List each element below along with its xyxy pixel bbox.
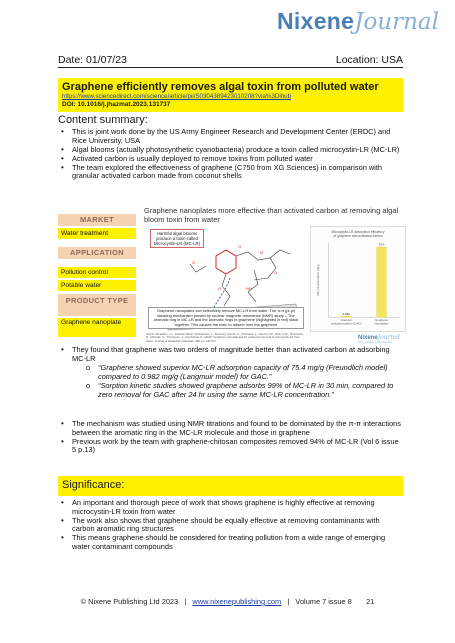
x-tick-label: Graphene	[375, 318, 388, 323]
svg-text:O: O	[192, 260, 196, 265]
findings-list	[58, 346, 403, 364]
sub-bullet-marker: o	[86, 363, 91, 372]
product-type-heading: PRODUCT TYPE	[58, 294, 136, 316]
svg-text:O: O	[238, 244, 242, 249]
category-sidebar	[58, 211, 136, 337]
svg-text:O: O	[274, 270, 278, 275]
nixene-journal-logo	[277, 8, 439, 35]
meta-row	[58, 54, 403, 66]
svg-text:O: O	[218, 286, 222, 291]
list-item: • This is joint work done by the US Army Engineer Research and Development Center (ERDC) and Rice University, USA	[58, 128, 403, 145]
list-item: • The mechanism was studied using NMR titrations and found to be dominated by the π-π interactions between the aromatic ring in the MC-LR molecule and those in graphene	[58, 420, 403, 437]
market-heading: MARKET	[58, 214, 136, 226]
significance-heading: Significance:	[58, 476, 403, 496]
bar-value-label: 0.982	[342, 311, 351, 316]
footer-separator: |	[287, 597, 290, 606]
chart-title: of graphene and activated carbon	[333, 233, 383, 238]
footer-website-link[interactable]: www.nixenepublishing.com	[192, 597, 282, 606]
bar-chart-svg	[311, 227, 405, 331]
quote-item	[58, 364, 403, 381]
application-tag: Potable water	[58, 280, 136, 291]
logo-brand: Nixene	[277, 8, 355, 34]
page-footer	[0, 597, 455, 606]
chart-title: Microcystin-LR adsorption efficiency	[331, 229, 385, 234]
article-title-box	[58, 78, 403, 112]
header-divider	[58, 67, 403, 68]
list-item: • Previous work by the team with graphene-chitosan composites removed 94% of MC-LR (Vol 6 issue 5 p.13)	[58, 438, 403, 455]
summary-list	[58, 128, 403, 181]
sub-bullet-marker: o	[86, 381, 91, 391]
y-axis-label: MC-LR adsorption mg/g	[315, 264, 320, 296]
svg-text:NH: NH	[246, 286, 252, 291]
quote-item	[58, 382, 403, 399]
bar-value-label: 75.4	[378, 242, 385, 247]
x-tick-label: Granular	[340, 318, 352, 323]
significance-list	[58, 499, 403, 552]
list-item: • Algal blooms (actually photosynthetic cyanobacteria) produce a toxin called microcystin-LR (MC-LR)	[58, 146, 403, 155]
footer-copyright: © Nixene Publishing Ltd 2023	[80, 597, 179, 606]
article-doi: DOI: 10.1016/j.jhazmat.2023.131737	[62, 101, 171, 108]
footer-separator: |	[184, 597, 187, 606]
figure-logo-brand: Nixene	[358, 335, 378, 341]
x-tick-label: activated carbon (GAC)	[330, 321, 362, 326]
product-type-tag: Graphene nanoplate	[58, 318, 136, 337]
findings-list-continued	[58, 420, 403, 455]
quote-list	[58, 364, 403, 399]
list-item: • Activated carbon is usually deployed to remove toxins from polluted water	[58, 155, 403, 164]
list-item: • This means graphene should be considered for treating pollution from a wide range of emerging water contaminant compounds	[58, 534, 403, 551]
application-heading: APPLICATION	[58, 247, 136, 259]
chart-bar	[341, 316, 351, 317]
footer-volume: Volume 7 issue 8	[295, 597, 352, 606]
figure-source-note: Source: Beaulieu, J.J., Jackson-Marie, Schenkman, L., Kennedy, Koontz, A., Parmelee, J., Hanna, P.R., Rice, C.M., Poisuriette, R., Ablizzak, G., Thompson, J., and Ashiya, D. (2023) 'Graphene nanoplatelets for enhanced removal of microcystin-LR from water', Journal of Hazardous Materials, 459, pp. 131737.	[146, 332, 304, 343]
svg-text:N: N	[260, 250, 263, 255]
article-title: Graphene efficiently removes algal toxin from polluted water	[62, 81, 379, 93]
figure-callout-algal-bloom: Harmful algal blooms produce a toxin called Microcystin-LR (MC-LR)	[150, 229, 204, 248]
summary-heading: Content summary:	[58, 114, 148, 126]
figure-title: Graphene nanoplates more effective than activated carbon at removing algal bloom toxin from water	[144, 206, 399, 224]
logo-journal: Journal	[354, 9, 439, 35]
market-tag: Water treatment	[58, 228, 136, 239]
figure-nixene-logo	[358, 334, 400, 344]
list-item: • They found that graphene was two orders of magnitude better than activated carbon at adsorbing MC-LR	[58, 346, 403, 363]
figure-callout-mechanism: Graphene nanoplates can selectively remove MC-LR from water. The π-π (pi-pi) stacking mechanism proved by nuclear magnetic resonance (NMR) study – The aromatic ring in MC-LR and the aromatic rings in graphene (highlighted in red) stack together. This causes the toxin to adsorb onto the graphene	[148, 307, 304, 329]
adsorption-bar-chart	[310, 226, 406, 332]
figure-logo-journal: Journal	[377, 334, 400, 341]
list-item: • An important and thorough piece of work that shows graphene is highly effective at removing microcystin-LR toxin from water	[58, 499, 403, 516]
article-link[interactable]: https://www.sciencedirect.com/science/article/pii/S0304389423010208?via%3Dihub	[62, 93, 292, 100]
footer-page-number: 21	[366, 597, 375, 606]
quote-text: “Graphene showed superior MC-LR adsorption capacity of 75.4 mg/g (Freundlich model) compared to 0.982 mg/g (Langmuir model) for GAC.”	[98, 363, 388, 381]
location-label: Location: USA	[335, 54, 403, 66]
date-label: Date: 01/07/23	[58, 54, 127, 66]
application-tag: Pollution control	[58, 267, 136, 278]
list-item: • The work also shows that graphene should be equally effective at removing contaminants with carbon aromatic ring structures	[58, 517, 403, 534]
figure-logo-tagline: The graphene & 2D materials	[358, 341, 392, 344]
chart-bar	[377, 247, 387, 317]
x-tick-label: nanoplates	[374, 321, 389, 326]
quote-text: “Sorption kinetic studies showed graphene adsorbs 99% of MC-LR in 30 min, compared to zero removal for GAC after 24 hr using the same MC-LR concentration.”	[98, 381, 394, 399]
list-item: • The team explored the effectiveness of graphene (C750 from XG Sciences) in comparison with granular activated carbon made from coconut shells	[58, 164, 403, 181]
